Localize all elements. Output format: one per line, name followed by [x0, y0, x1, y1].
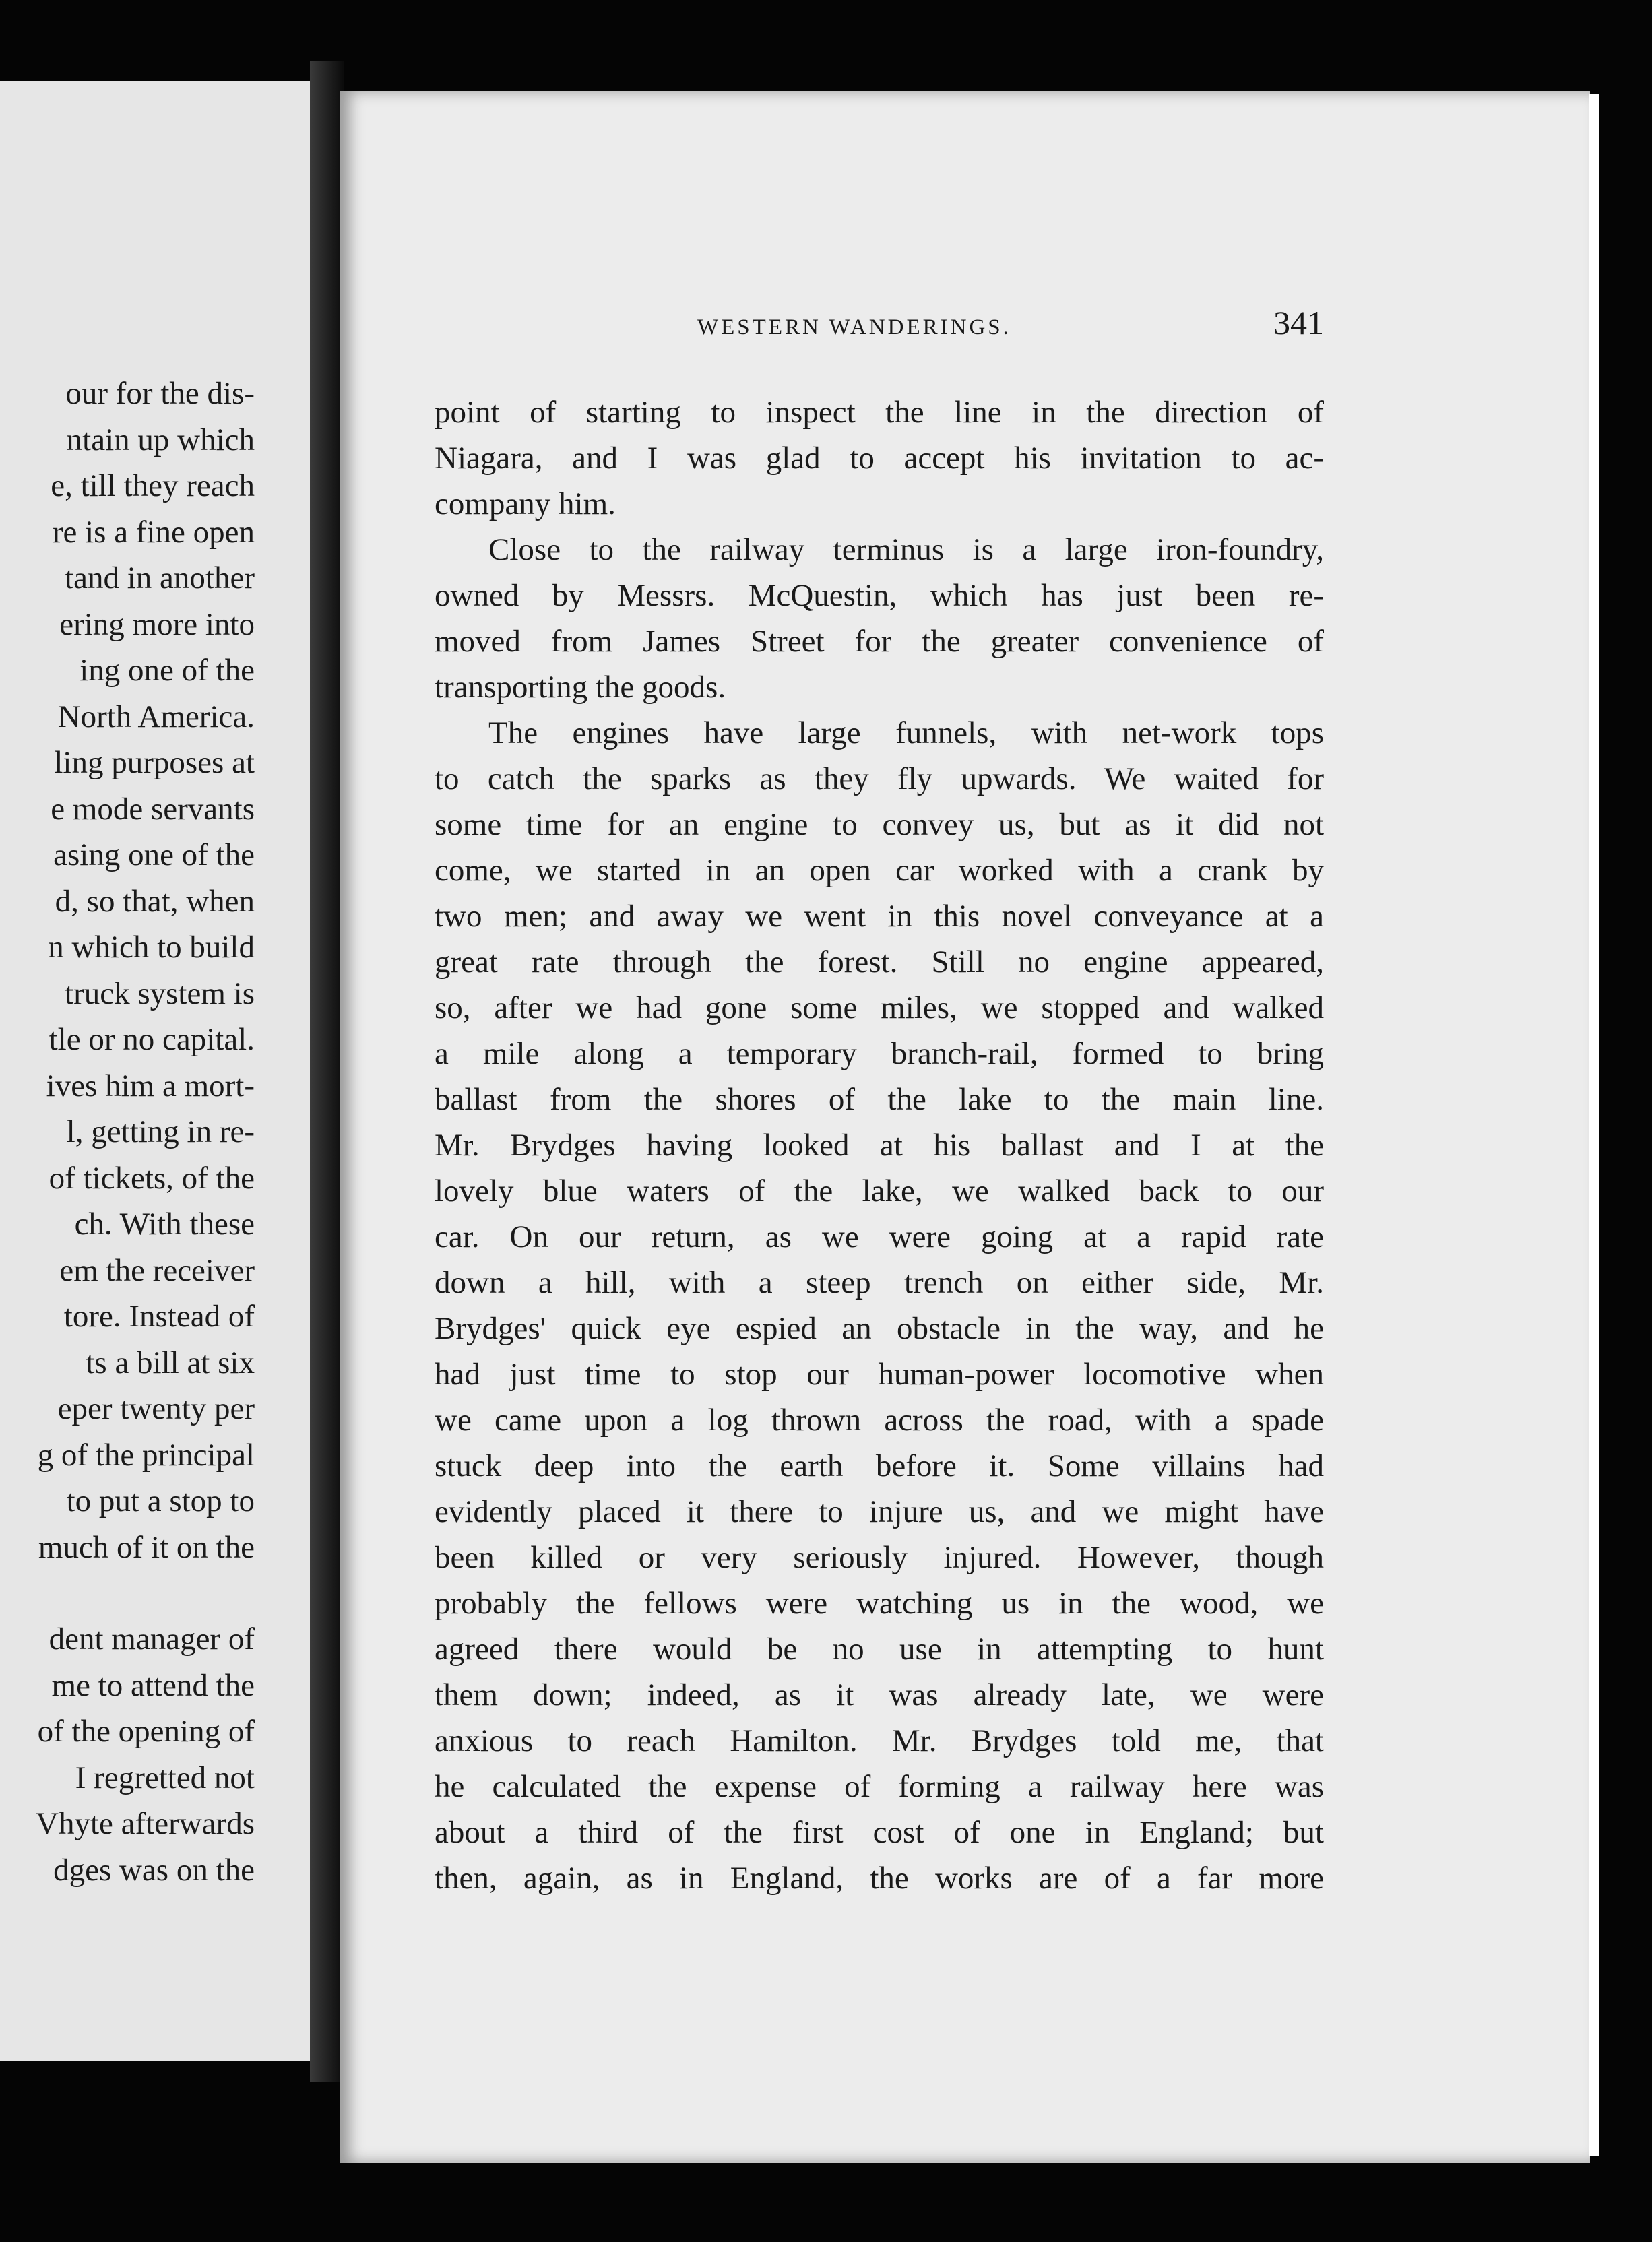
left-line: g of the principal [37, 1437, 255, 1473]
left-line: ch. With these [74, 1207, 255, 1242]
text-line: he calculated the expense of forming a railway here was [435, 1769, 1324, 1804]
left-line: l, getting in re- [66, 1114, 255, 1149]
text-line: to catch the sparks as they fly upwards. We waited for [435, 761, 1324, 796]
text-line: them down; indeed, as it was already late, we were [435, 1677, 1324, 1712]
text-line: Mr. Brydges having looked at his ballast and I at the [435, 1128, 1324, 1163]
page-edge [1589, 94, 1599, 2156]
left-line: truck system is [65, 975, 255, 1011]
text-line: stuck deep into the earth before it. Some villains had [435, 1448, 1324, 1483]
text-line: anxious to reach Hamilton. Mr. Brydges told me, that [435, 1723, 1324, 1758]
left-page-text [0, 371, 255, 1893]
text-line: a mile along a temporary branch-rail, formed to bring [435, 1036, 1324, 1071]
left-line: tand in another [65, 560, 255, 596]
left-line: eper twenty per [57, 1391, 255, 1426]
left-line: I regretted not [75, 1760, 255, 1795]
text-line: so, after we had gone some miles, we stopped and walked [435, 990, 1324, 1025]
left-line: dges was on the [53, 1852, 255, 1888]
text-line: transporting the goods. [435, 670, 726, 705]
book-gutter [310, 61, 344, 2082]
text-line: The engines have large funnels, with net-work tops [488, 715, 1324, 750]
left-line: tore. Instead of [63, 1299, 255, 1334]
left-line: North America. [57, 699, 255, 734]
text-line: car. On our return, as we were going at a rapid rate [435, 1219, 1324, 1254]
left-page [0, 81, 310, 2061]
left-line: e mode servants [51, 791, 255, 827]
text-line: probably the fellows were watching us in the wood, we [435, 1586, 1324, 1621]
text-line: agreed there would be no use in attempting to hunt [435, 1632, 1324, 1667]
text-line: Close to the railway terminus is a large iron-foundry, [488, 532, 1324, 567]
text-line: ballast from the shores of the lake to the main line. [435, 1082, 1324, 1117]
left-line: asing one of the [53, 837, 255, 872]
left-line: much of it on the [38, 1529, 255, 1565]
left-line: Vhyte afterwards [36, 1806, 255, 1841]
text-line: evidently placed it there to injure us, and we might have [435, 1494, 1324, 1529]
left-line: ntain up which [66, 422, 255, 457]
left-line: me to attend the [51, 1667, 255, 1703]
text-line: been killed or very seriously injured. However, though [435, 1540, 1324, 1575]
left-line: our for the dis- [65, 376, 255, 411]
left-line: ives him a mort- [46, 1068, 255, 1103]
text-line: down a hill, with a steep trench on either side, Mr. [435, 1265, 1324, 1300]
text-line: Brydges' quick eye espied an obstacle in the way, and he [435, 1311, 1324, 1346]
left-line: e, till they reach [51, 468, 255, 503]
left-line: ling purposes at [54, 745, 255, 780]
left-line: to put a stop to [66, 1483, 255, 1518]
page-header [435, 303, 1324, 357]
text-line: point of starting to inspect the line in the direction of [435, 395, 1324, 430]
page-number: 341 [1273, 304, 1324, 342]
text-line: had just time to stop our human-power locomotive when [435, 1357, 1324, 1392]
left-line: of the opening of [37, 1714, 255, 1749]
text-line: then, again, as in England, the works are of a far more [435, 1861, 1324, 1896]
text-line: Niagara, and I was glad to accept his invitation to ac- [435, 441, 1324, 476]
running-title: WESTERN WANDERINGS. [697, 315, 1011, 340]
text-line: come, we started in an open car worked with a crank by [435, 853, 1324, 888]
left-line: d, so that, when [55, 883, 255, 919]
left-line: dent manager of [49, 1622, 255, 1657]
left-line-gap [0, 1570, 255, 1616]
text-line: great rate through the forest. Still no engine appeared, [435, 944, 1324, 980]
left-line: em the receiver [59, 1252, 255, 1288]
left-line: ts a bill at six [86, 1345, 255, 1380]
text-line: some time for an engine to convey us, but as it did not [435, 807, 1324, 842]
text-line: two men; and away we went in this novel conveyance at a [435, 899, 1324, 934]
text-line: company him. [435, 486, 616, 521]
left-line: of tickets, of the [49, 1160, 255, 1196]
left-line: ing one of the [80, 653, 255, 688]
body-text [435, 389, 1324, 1901]
text-line: we came upon a log thrown across the road, with a spade [435, 1403, 1324, 1438]
left-line: n which to build [48, 930, 255, 965]
left-line: re is a fine open [52, 514, 255, 550]
text-line: about a third of the first cost of one in England; but [435, 1815, 1324, 1850]
text-line: lovely blue waters of the lake, we walked back to our [435, 1174, 1324, 1209]
text-line: moved from James Street for the greater convenience of [435, 624, 1324, 659]
left-line: ering more into [59, 606, 255, 642]
text-line: owned by Messrs. McQuestin, which has just been re- [435, 578, 1324, 613]
right-page-text [435, 303, 1324, 1901]
left-line: tle or no capital. [49, 1022, 255, 1057]
